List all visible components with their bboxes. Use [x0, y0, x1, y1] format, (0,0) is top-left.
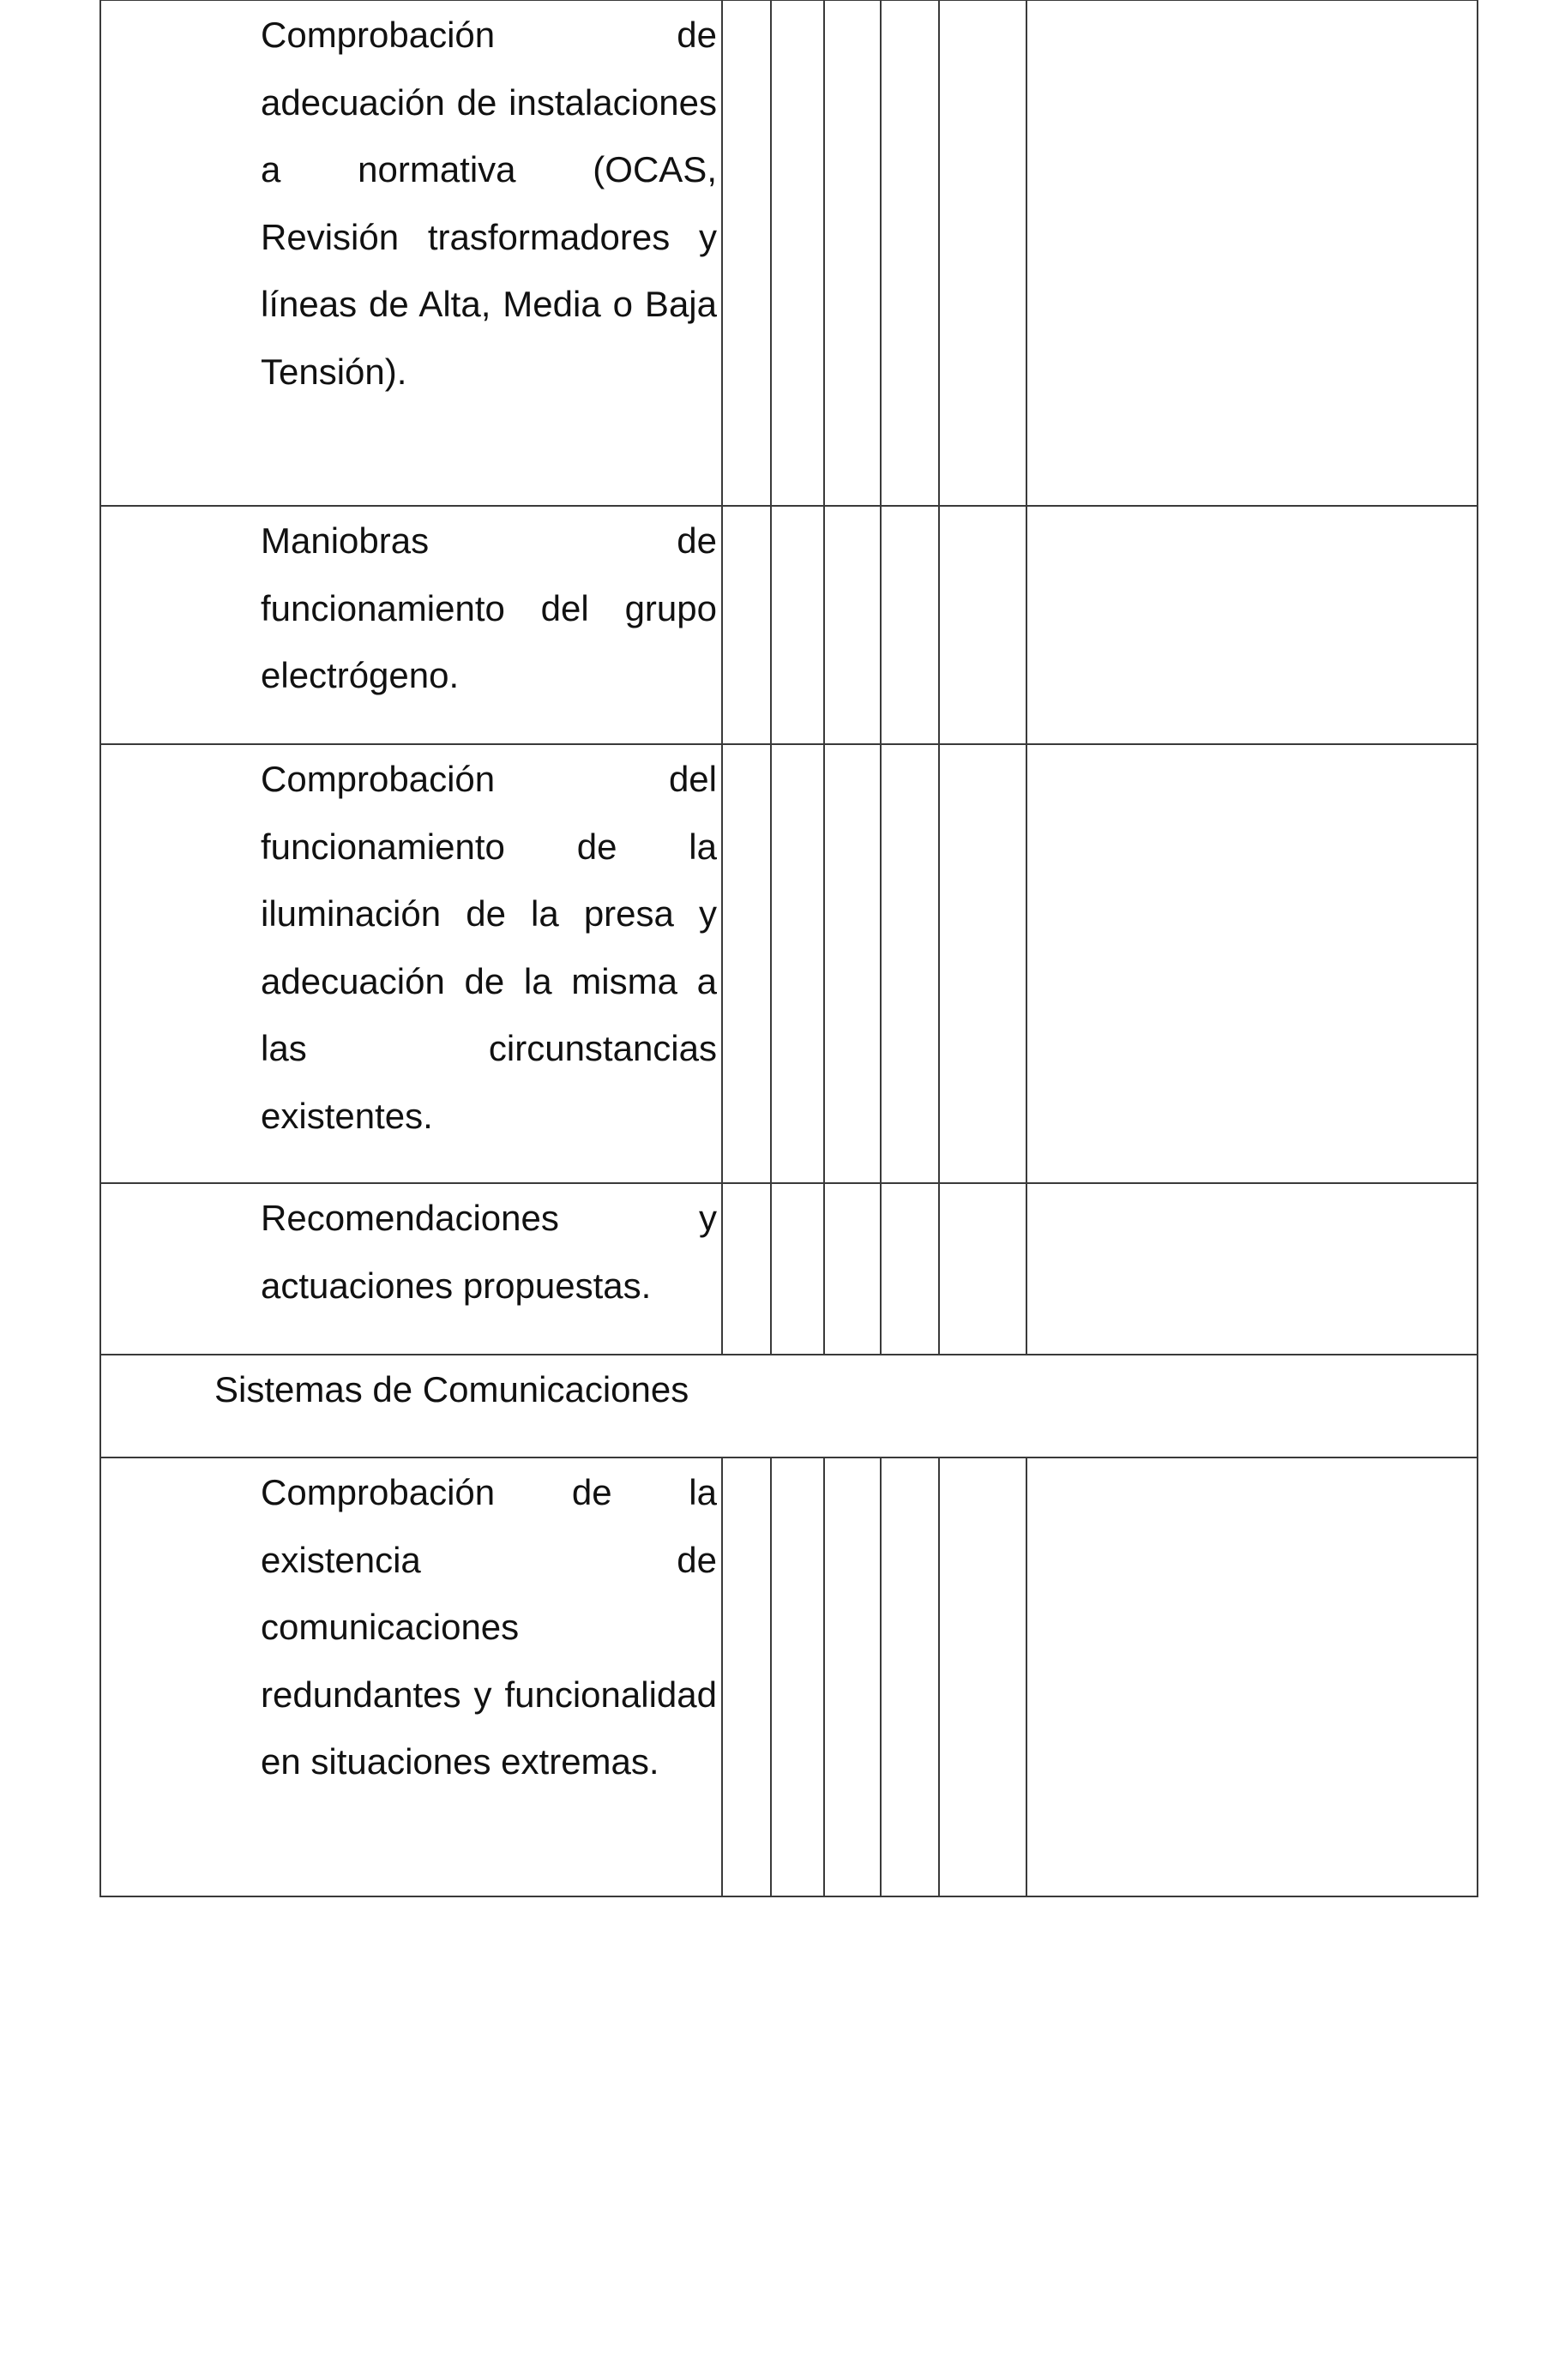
table-row	[100, 744, 1478, 1183]
check-cell-4[interactable]	[881, 0, 939, 506]
item-description-cell	[100, 1457, 722, 1896]
observations-cell[interactable]	[1026, 744, 1478, 1183]
table-row	[100, 0, 1478, 506]
table-row	[100, 1183, 1478, 1355]
check-cell-1[interactable]	[722, 744, 771, 1183]
item-description-cell	[100, 744, 722, 1183]
check-cell-3[interactable]	[824, 1457, 881, 1896]
observations-cell[interactable]	[1026, 0, 1478, 506]
check-cell-4[interactable]	[881, 744, 939, 1183]
check-cell-1[interactable]	[722, 0, 771, 506]
check-cell-5[interactable]	[939, 744, 1026, 1183]
observations-cell[interactable]	[1026, 1183, 1478, 1355]
item-description: Recomendaciones y actuaciones propuestas.	[261, 1198, 717, 1306]
check-cell-4[interactable]	[881, 1457, 939, 1896]
observations-cell[interactable]	[1026, 506, 1478, 744]
check-cell-5[interactable]	[939, 506, 1026, 744]
check-cell-3[interactable]	[824, 1183, 881, 1355]
item-description-cell	[100, 1183, 722, 1355]
check-cell-2[interactable]	[771, 744, 824, 1183]
table-row	[100, 1457, 1478, 1896]
check-cell-1[interactable]	[722, 506, 771, 744]
observations-cell[interactable]	[1026, 1457, 1478, 1896]
check-cell-3[interactable]	[824, 0, 881, 506]
check-cell-2[interactable]	[771, 0, 824, 506]
check-cell-1[interactable]	[722, 1183, 771, 1355]
check-cell-2[interactable]	[771, 1183, 824, 1355]
check-cell-3[interactable]	[824, 744, 881, 1183]
item-description-cell	[100, 0, 722, 506]
check-cell-4[interactable]	[881, 1183, 939, 1355]
check-cell-2[interactable]	[771, 1457, 824, 1896]
item-description: Comprobación de adecuación de instalaciones a normativa (OCAS, Revisión trasformadores y líneas de Alta, Media o Baja Tensión).	[261, 15, 717, 392]
item-description-cell	[100, 506, 722, 744]
section-title: Sistemas de Comunicaciones	[214, 1369, 689, 1409]
check-cell-5[interactable]	[939, 1457, 1026, 1896]
check-cell-3[interactable]	[824, 506, 881, 744]
section-header-cell	[100, 1355, 1478, 1457]
inspection-checklist-table	[99, 0, 1478, 1897]
check-cell-5[interactable]	[939, 0, 1026, 506]
check-cell-5[interactable]	[939, 1183, 1026, 1355]
table-row	[100, 506, 1478, 744]
item-description: Maniobras de funcionamiento del grupo electrógeno.	[261, 520, 717, 695]
check-cell-4[interactable]	[881, 506, 939, 744]
section-header-row	[100, 1355, 1478, 1457]
check-cell-1[interactable]	[722, 1457, 771, 1896]
check-cell-2[interactable]	[771, 506, 824, 744]
item-description: Comprobación del funcionamiento de la iluminación de la presa y adecuación de la misma a las circunstancias existentes.	[261, 759, 717, 1136]
item-description: Comprobación de la existencia de comunicaciones redundantes y funcionalidad en situaciones extremas.	[261, 1472, 717, 1782]
